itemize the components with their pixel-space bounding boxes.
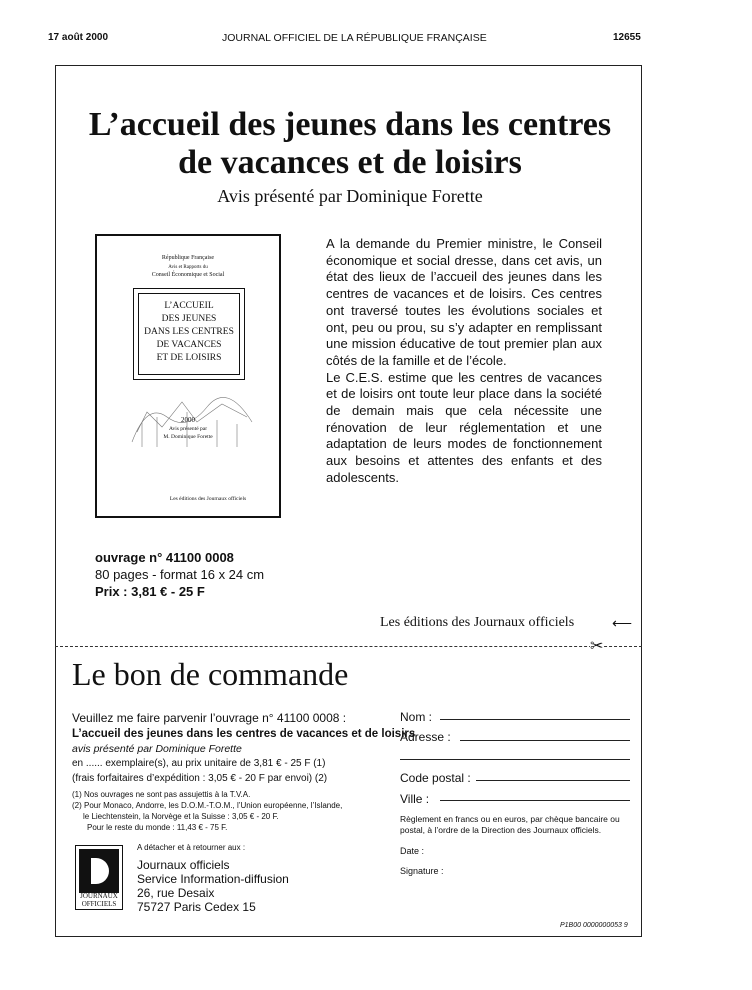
address-line: Service Information-diffusion bbox=[137, 872, 289, 886]
page-title: L’accueil des jeunes dans les centres de vacances et de loisirs bbox=[88, 106, 612, 181]
cover-title-line: DES JEUNES bbox=[161, 314, 217, 324]
cover-author-line2: M. Dominique Forette bbox=[163, 434, 213, 440]
subtitle: Avis présenté par Dominique Forette bbox=[217, 186, 483, 206]
adresse-field-line2[interactable] bbox=[400, 759, 630, 760]
description-paragraph-1: A la demande du Premier ministre, le Conseil économique et social dresse, dans cet avis, un état des lieux de l’accueil des jeunes dans les centres de vacances et de loisirs. Ces centres ont traversé toutes les évolutions sociales et ont, peu ou prou, su s’y adapter en remplissant une mission éducative de tout premier plan aux côtés de la famille et de l’école. bbox=[326, 236, 602, 368]
order-author: avis présenté par Dominique Forette bbox=[72, 743, 242, 755]
cover-avis-rapports: Avis et Rapports du bbox=[168, 265, 208, 270]
order-book-title: L’accueil des jeunes dans les centres de vacances et de loisirs bbox=[72, 728, 416, 740]
cover-title-line: DANS LES CENTRES bbox=[144, 327, 234, 337]
ville-field[interactable] bbox=[440, 800, 630, 801]
cover-author-line1: Avis présenté par bbox=[168, 426, 208, 432]
cover-republique: République Française bbox=[161, 255, 215, 261]
book-reference bbox=[95, 549, 264, 600]
order-shipping-line: (frais forfaitaires d’expédition : 3,05 € - 20 F par envoi) (2) bbox=[72, 773, 328, 784]
description-text bbox=[326, 236, 602, 487]
arrow-left-icon: ⟵ bbox=[612, 615, 633, 631]
code-postal-field[interactable] bbox=[476, 780, 630, 781]
footnote-1: (1) Nos ouvrages ne sont pas assujettis à la T.V.A. bbox=[72, 790, 251, 799]
nom-field[interactable] bbox=[440, 719, 630, 720]
description-paragraph-2: Le C.E.S. estime que les centres de vacances et de loisirs ont toute leur place dans la société de demain mais que cela nécessite une rénovation de leur réglementation et une adaptation de leurs modes de fonctionnement aux besoins et attentes des enfants et des adolescents. bbox=[326, 369, 602, 485]
footnote-2: (2) Pour Monaco, Andorre, les D.O.M.-T.O.M., l’Union européenne, l’Islande, bbox=[72, 801, 343, 810]
return-address bbox=[137, 858, 289, 914]
date-label: Date : bbox=[400, 846, 425, 856]
scissors-icon: ✂ bbox=[590, 638, 604, 655]
footnote-2-world: Pour le reste du monde : 11,43 € - 75 F. bbox=[87, 823, 228, 832]
address-line: 26, rue Desaix bbox=[137, 886, 215, 900]
adresse-field[interactable] bbox=[460, 740, 630, 741]
payment-note: Règlement en francs ou en euros, par chèque bancaire ou postal, à l’ordre de la Direction des Journaux officiels. bbox=[400, 814, 620, 835]
address-line: Journaux officiels bbox=[137, 858, 230, 872]
nom-label: Nom : bbox=[400, 710, 433, 724]
cover-footer: Les éditions des Journaux officiels bbox=[169, 496, 247, 502]
book-price: Prix : 3,81 € - 25 F bbox=[95, 584, 205, 599]
document-code: P1B00 0000000053 9 bbox=[560, 922, 628, 929]
adresse-label: Adresse : bbox=[400, 730, 451, 744]
journaux-officiels-logo: JOURNAUX OFFICIELS bbox=[75, 845, 123, 910]
address-line: 75727 Paris Cedex 15 bbox=[137, 900, 256, 914]
book-cover bbox=[95, 234, 281, 518]
cover-title-line: DE VACANCES bbox=[156, 340, 222, 350]
order-quantity-line: en ...... exemplaire(s), au prix unitaire de 3,81 € - 25 F (1) bbox=[72, 758, 326, 769]
cut-line bbox=[55, 646, 642, 647]
cover-year: 2000 bbox=[181, 416, 195, 424]
editions-label: Les éditions des Journaux officiels bbox=[380, 615, 575, 630]
order-form-title: Le bon de commande bbox=[72, 656, 349, 692]
cover-conseil: Conseil Économique et Social bbox=[151, 272, 225, 278]
signature-label: Signature : bbox=[400, 866, 444, 876]
cover-title-line: ET DE LOISIRS bbox=[156, 353, 222, 363]
cover-title-box bbox=[133, 288, 245, 380]
header-date: 17 août 2000 bbox=[48, 32, 109, 43]
detach-instruction: A détacher et à retourner aux : bbox=[137, 843, 246, 852]
order-request: Veuillez me faire parvenir l’ouvrage n° 41100 0008 : bbox=[72, 711, 347, 725]
book-format: 80 pages - format 16 x 24 cm bbox=[95, 567, 265, 582]
header-journal: JOURNAL OFFICIEL DE LA RÉPUBLIQUE FRANÇAISE bbox=[222, 32, 487, 44]
header-page-number: 12655 bbox=[613, 32, 641, 43]
cover-title-line: L’ACCUEIL bbox=[164, 301, 214, 311]
ville-label: Ville : bbox=[400, 792, 430, 806]
ouvrage-number: ouvrage n° 41100 0008 bbox=[95, 550, 234, 565]
footnote-2-cont: le Liechtenstein, la Norvège et la Suisse : 3,05 € - 20 F. bbox=[83, 812, 279, 821]
code-postal-label: Code postal : bbox=[400, 771, 471, 785]
